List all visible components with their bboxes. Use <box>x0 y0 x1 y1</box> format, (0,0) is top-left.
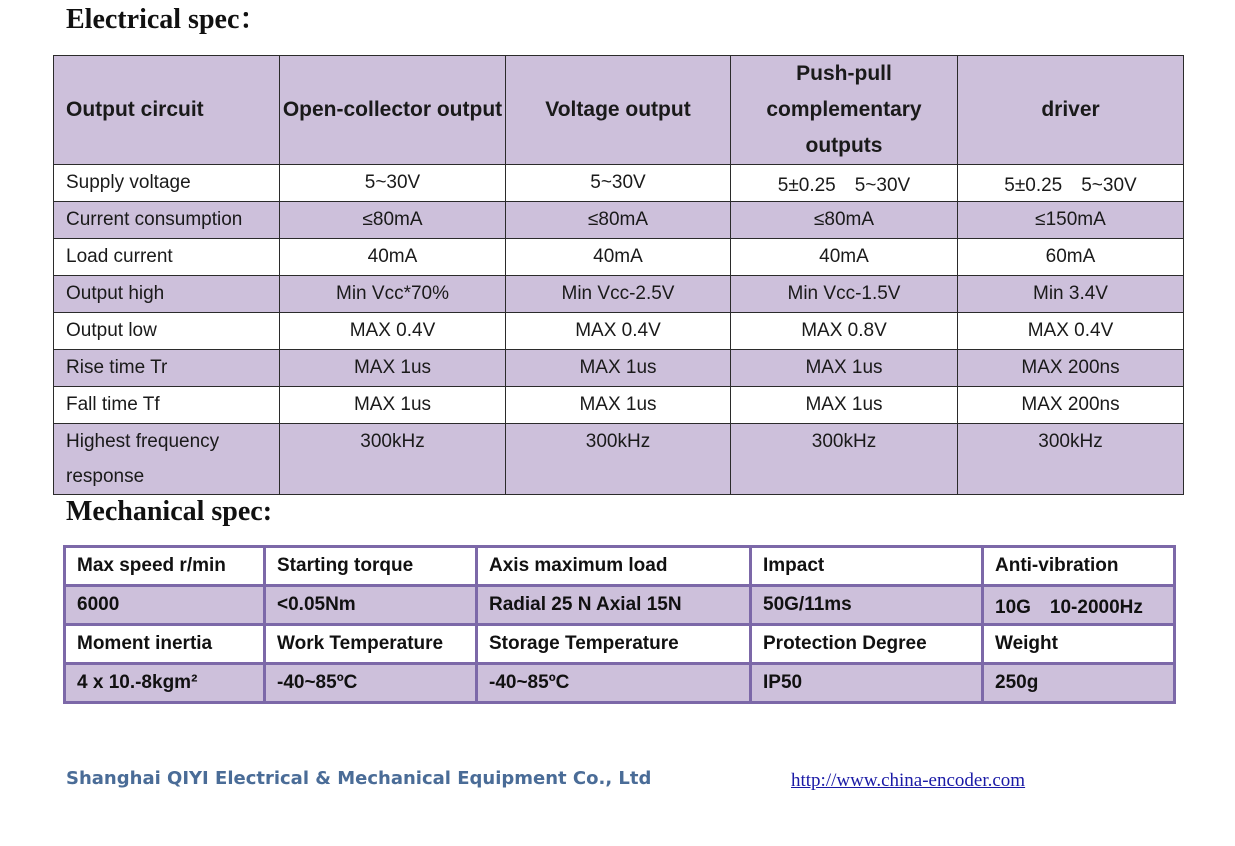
table-cell: MAX 0.8V <box>731 313 958 350</box>
electrical-header-row <box>54 56 1184 165</box>
table-cell: Storage Temperature <box>477 625 751 664</box>
table-cell: 6000 <box>65 586 265 625</box>
table-cell: Max speed r/min <box>65 547 265 586</box>
table-cell: 250g <box>983 664 1175 703</box>
table-cell: MAX 1us <box>280 350 506 387</box>
row-label: Supply voltage <box>54 165 280 202</box>
table-cell: Protection Degree <box>751 625 983 664</box>
row-label: Current consumption <box>54 202 280 239</box>
table-cell: MAX 1us <box>731 350 958 387</box>
table-cell: 10G 10-2000Hz <box>983 586 1175 625</box>
table-cell: Work Temperature <box>265 625 477 664</box>
row-label: Fall time Tf <box>54 387 280 424</box>
table-cell: Min 3.4V <box>958 276 1184 313</box>
table-row <box>54 350 1184 387</box>
table-cell: MAX 0.4V <box>958 313 1184 350</box>
table-cell: <0.05Nm <box>265 586 477 625</box>
table-cell: 300kHz <box>731 424 958 495</box>
table-row <box>54 239 1184 276</box>
header-push-pull: Push-pull complementary outputs <box>731 56 958 165</box>
table-cell: MAX 1us <box>506 387 731 424</box>
row-label: Output low <box>54 313 280 350</box>
table-cell: -40~85ºC <box>477 664 751 703</box>
table-cell: 300kHz <box>280 424 506 495</box>
table-row <box>65 547 1175 586</box>
table-cell: 5±0.25 5~30V <box>731 165 958 202</box>
table-cell: 40mA <box>280 239 506 276</box>
table-row <box>65 664 1175 703</box>
table-cell: 300kHz <box>506 424 731 495</box>
row-label: Load current <box>54 239 280 276</box>
mechanical-spec-table <box>63 545 1176 704</box>
table-cell: MAX 1us <box>506 350 731 387</box>
website-link[interactable]: http://www.china-encoder.com <box>791 770 1026 791</box>
table-cell: ≤80mA <box>506 202 731 239</box>
table-cell: Axis maximum load <box>477 547 751 586</box>
table-cell: Min Vcc-1.5V <box>731 276 958 313</box>
row-label: Output high <box>54 276 280 313</box>
table-row <box>54 202 1184 239</box>
table-cell: Min Vcc-2.5V <box>506 276 731 313</box>
table-cell: 50G/11ms <box>751 586 983 625</box>
table-cell: -40~85ºC <box>265 664 477 703</box>
table-cell: Radial 25 N Axial 15N <box>477 586 751 625</box>
table-cell: 40mA <box>731 239 958 276</box>
table-cell: MAX 1us <box>731 387 958 424</box>
table-row <box>54 165 1184 202</box>
table-cell: Min Vcc*70% <box>280 276 506 313</box>
table-cell: 5~30V <box>280 165 506 202</box>
table-cell: 40mA <box>506 239 731 276</box>
header-driver: driver <box>958 56 1184 165</box>
table-row <box>54 387 1184 424</box>
table-cell: MAX 1us <box>280 387 506 424</box>
table-row <box>54 276 1184 313</box>
table-row <box>65 625 1175 664</box>
table-cell: 60mA <box>958 239 1184 276</box>
table-cell: Anti-vibration <box>983 547 1175 586</box>
table-cell: 5±0.25 5~30V <box>958 165 1184 202</box>
header-open-collector: Open-collector output <box>280 56 506 165</box>
table-cell: MAX 200ns <box>958 350 1184 387</box>
table-cell: MAX 200ns <box>958 387 1184 424</box>
table-cell: Impact <box>751 547 983 586</box>
table-row <box>54 424 1184 495</box>
row-label: Rise time Tr <box>54 350 280 387</box>
table-cell: 4 x 10.-8kgm² <box>65 664 265 703</box>
header-output-circuit: Output circuit <box>54 56 280 165</box>
table-cell: MAX 0.4V <box>280 313 506 350</box>
electrical-spec-table <box>53 55 1184 495</box>
table-cell: Starting torque <box>265 547 477 586</box>
table-row <box>65 586 1175 625</box>
mechanical-spec-heading: Mechanical spec: <box>66 496 273 527</box>
table-cell: ≤80mA <box>280 202 506 239</box>
table-cell: MAX 0.4V <box>506 313 731 350</box>
row-label: Highest frequency response <box>54 424 280 495</box>
table-cell: IP50 <box>751 664 983 703</box>
company-name: Shanghai QIYI Electrical & Mechanical Equipment Co., Ltd <box>66 768 652 789</box>
table-cell: ≤80mA <box>731 202 958 239</box>
electrical-spec-heading: Electrical spec： <box>66 4 268 35</box>
header-voltage-output: Voltage output <box>506 56 731 165</box>
table-cell: Moment inertia <box>65 625 265 664</box>
table-cell: Weight <box>983 625 1175 664</box>
table-cell: ≤150mA <box>958 202 1184 239</box>
table-cell: 5~30V <box>506 165 731 202</box>
table-row <box>54 313 1184 350</box>
table-cell: 300kHz <box>958 424 1184 495</box>
